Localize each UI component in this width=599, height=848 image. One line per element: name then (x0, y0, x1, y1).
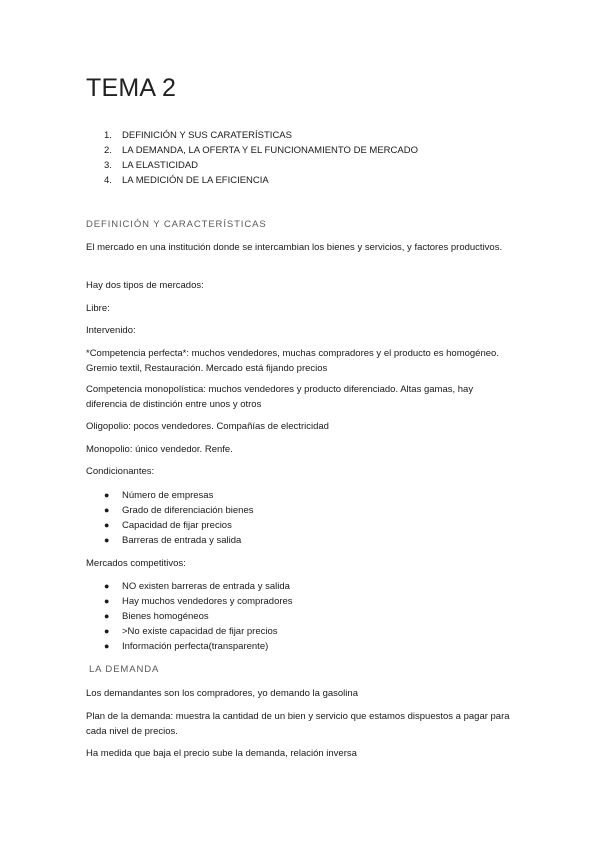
bullet-icon: ● (104, 505, 110, 515)
list-item (104, 594, 293, 609)
toc-text: LA MEDICIÓN DE LA EFICIENCIA (122, 175, 269, 186)
paragraph: Monopolio: único vendedor. Renfe. (86, 444, 233, 455)
list-item-text: Hay muchos vendedores y compradores (122, 596, 293, 607)
list-item-text: Capacidad de fijar precios (122, 520, 232, 531)
list-item-text: Barreras de entrada y salida (122, 535, 242, 546)
list-item (104, 533, 254, 548)
paragraph: Libre: (86, 303, 110, 314)
bullet-icon: ● (104, 596, 110, 606)
list-item-text: >No existe capacidad de fijar precios (122, 626, 278, 637)
bullet-list-mercados-competitivos (104, 579, 293, 654)
list-item-text: Bienes homogéneos (122, 611, 209, 622)
paragraph: Hay dos tipos de mercados: (86, 280, 204, 291)
paragraph: Condicionantes: (86, 466, 155, 477)
toc-text: LA ELASTICIDAD (122, 160, 199, 171)
section-heading-definicion: DEFINICIÓN Y CARACTERÍSTICAS (86, 219, 267, 230)
toc-item (104, 158, 418, 173)
list-item (104, 518, 254, 533)
section-heading-demanda: LA DEMANDA (89, 664, 160, 675)
list-item-text: NO existen barreras de entrada y salida (122, 581, 290, 592)
table-of-contents (104, 128, 418, 188)
bullet-list-condicionantes (104, 488, 254, 548)
bullet-icon: ● (104, 611, 110, 621)
list-item (104, 639, 293, 654)
bullet-icon: ● (104, 581, 110, 591)
bullet-icon: ● (104, 535, 110, 545)
paragraph: *Competencia perfecta*: muchos vendedores, muchas compradores y el producto es homogéneo. Gremio textil, Restauración. Mercado está fijando precios (86, 348, 499, 374)
toc-number: 1. (104, 130, 112, 141)
list-item-text: Grado de diferenciación bienes (122, 505, 254, 516)
bullet-icon: ● (104, 520, 110, 530)
paragraph: Oligopolio: pocos vendedores. Compañías de electricidad (86, 421, 329, 432)
toc-item (104, 128, 418, 143)
bullet-icon: ● (104, 626, 110, 636)
paragraph: Los demandantes son los compradores, yo demando la gasolina (86, 688, 358, 699)
paragraph: Mercados competitivos: (86, 558, 186, 569)
toc-item (104, 173, 418, 188)
list-item-text: Información perfecta(transparente) (122, 641, 269, 652)
list-item-text: Número de empresas (122, 490, 214, 501)
list-item (104, 624, 293, 639)
list-item (104, 609, 293, 624)
page-title: TEMA 2 (86, 74, 177, 102)
paragraph: Intervenido: (86, 325, 136, 336)
bullet-icon: ● (104, 490, 110, 500)
paragraph: El mercado en una institución donde se intercambian los bienes y servicios, y factores productivos. (86, 242, 503, 253)
paragraph: Ha medida que baja el precio sube la demanda, relación inversa (86, 748, 357, 759)
list-item (104, 488, 254, 503)
toc-text: DEFINICIÓN Y SUS CARATERÍSTICAS (122, 130, 292, 141)
toc-number: 2. (104, 145, 112, 156)
bullet-icon: ● (104, 641, 110, 651)
toc-item (104, 143, 418, 158)
toc-number: 4. (104, 175, 112, 186)
paragraph: Competencia monopolística: muchos vendedores y producto diferenciado. Altas gamas, hay diferencia de distinción entre unos y otros (86, 384, 474, 410)
paragraph: Plan de la demanda: muestra la cantidad de un bien y servicio que estamos dispuestos a pagar para cada nivel de precios. (86, 711, 510, 737)
toc-number: 3. (104, 160, 112, 171)
list-item (104, 579, 293, 594)
list-item (104, 503, 254, 518)
toc-text: LA DEMANDA, LA OFERTA Y EL FUNCIONAMIENTO DE MERCADO (122, 145, 418, 156)
